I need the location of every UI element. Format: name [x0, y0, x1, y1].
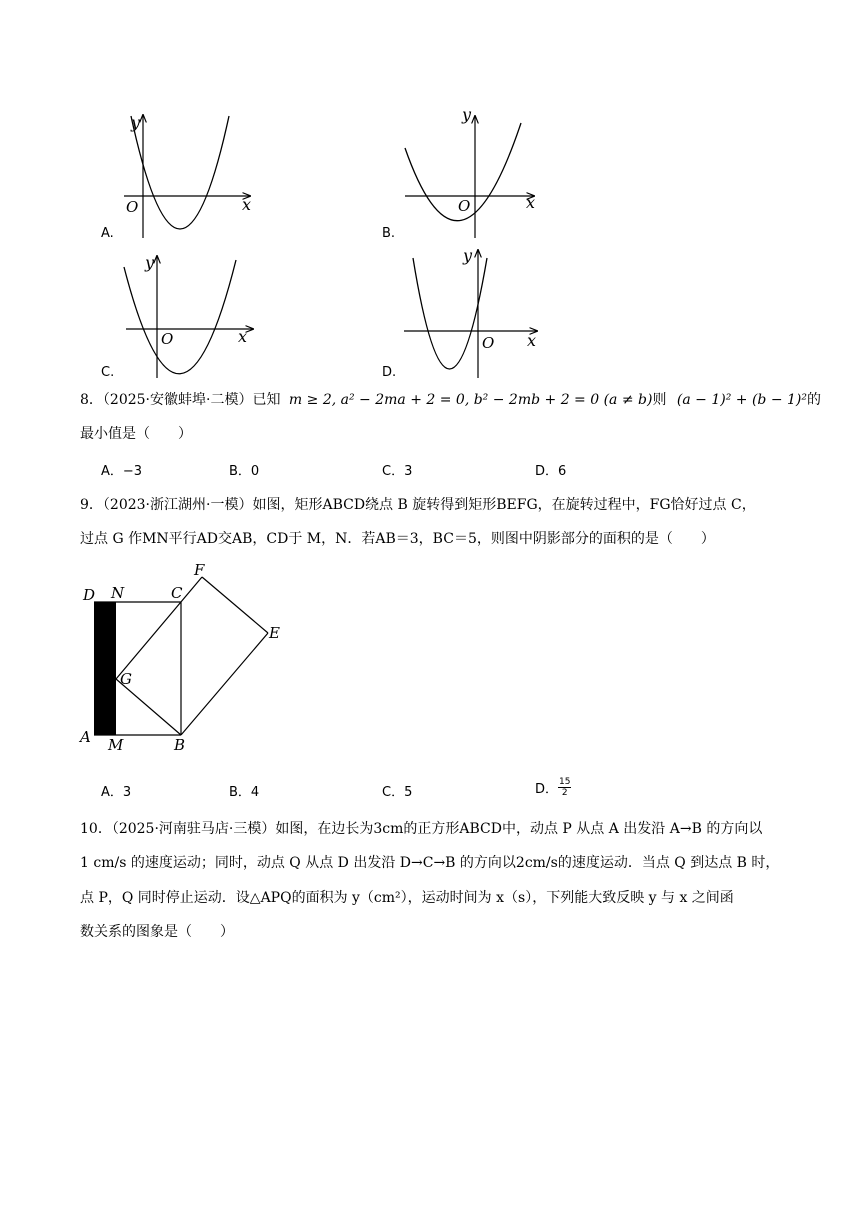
graph-a-x-label: x [242, 195, 252, 214]
q8-choice-d[interactable]: D．6 [535, 464, 567, 479]
q9-point-a: A [80, 728, 91, 746]
q8-choice-a[interactable]: A．−3 [101, 464, 143, 479]
graph-a-origin: O [126, 198, 139, 216]
q9-point-m: M [108, 736, 124, 754]
graph-d-y-label: y [463, 246, 473, 265]
q9-point-g: G [120, 670, 132, 688]
q9-choice-d[interactable]: D． $\frac{15}{2}$ [535, 777, 571, 798]
q9-choice-a[interactable]: A．3 [101, 785, 132, 800]
graph-d-parabola [413, 258, 487, 369]
graph-c-parabola [124, 260, 236, 374]
q10-stem-line4: 数关系的图象是（ ） [80, 924, 234, 940]
q9-stem-line1: 9．（2023·浙江湖州·一模）如图，矩形ABCD绕点 B 旋转得到矩形BEFG，在旋转过程中，FG恰好过点 C， [80, 497, 756, 513]
q8-number: 8． [80, 392, 103, 408]
graph-b-origin: O [458, 197, 471, 215]
q7-graphs [0, 0, 868, 390]
graph-b [405, 105, 535, 238]
graph-b-option-label[interactable]: B. [382, 226, 396, 241]
graph-d-origin: O [482, 334, 495, 352]
q9-point-b: B [174, 736, 186, 754]
q8-stem-post: 的 [807, 392, 822, 408]
q9-point-e: E [269, 624, 280, 642]
q8-source: （2025·安徽蚌埠·二模） [102, 392, 253, 408]
q9-segment-eb [181, 633, 268, 735]
graph-a-y-label: y [131, 113, 141, 132]
graph-c-y-label: y [145, 253, 155, 272]
graph-a [124, 113, 251, 238]
q8-stem-pre: 已知 [252, 392, 281, 408]
q9-point-f: F [194, 561, 205, 579]
q8-choice-c[interactable]: C．3 [382, 464, 413, 479]
q9-segment-fe [202, 577, 268, 633]
q9-choice-b[interactable]: B．4 [229, 785, 260, 800]
graph-b-x-label: x [526, 193, 536, 212]
q10-stem-line2: 1 cm/s 的速度运动；同时，动点 Q 从点 D 出发沿 D→C→B 的方向以2cm/s的速度运动．当点 Q 到达点 B 时， [80, 855, 780, 871]
graph-c-x-label: x [238, 327, 248, 346]
q8-choice-b[interactable]: B．0 [229, 464, 260, 479]
graph-c-option-label[interactable]: C. [101, 365, 115, 380]
graph-d [404, 246, 537, 378]
q10-stem-line3: 点 P，Q 同时停止运动．设△APQ的面积为 y（cm²），运动时间为 x（s），下列能大致反映 y 与 x 之间函 [80, 890, 734, 906]
q8-condition: m ≥ 2, a² − 2ma + 2 = 0, b² − 2mb + 2 = 0 (a ≠ b) [288, 392, 653, 408]
q9-point-d: D [83, 586, 96, 604]
q9-segment-gf [116, 577, 202, 679]
q8-stem-mid: 则 [652, 392, 667, 408]
q8-stem-line1 [80, 390, 821, 410]
graph-d-option-label[interactable]: D. [382, 365, 397, 380]
q10-stem-line1: 10．（2025·河南驻马店·三模）如图，在边长为3cm的正方形ABCD中，动点 P 从点 A 出发沿 A→B 的方向以 [80, 821, 763, 837]
graph-c [124, 253, 253, 378]
q9-choice-d-fraction: $\frac{15}{2}$ [559, 777, 571, 798]
graph-d-x-label: x [527, 331, 537, 350]
q8-stem-line2: 最小值是（ ） [80, 426, 192, 442]
q9-figure [70, 555, 300, 760]
q9-choice-c[interactable]: C．5 [382, 785, 413, 800]
q9-point-c: C [171, 584, 183, 602]
q8-expression: (a − 1)² + (b − 1)² [676, 392, 808, 408]
graph-c-origin: O [161, 330, 174, 348]
graph-b-y-label: y [462, 105, 472, 124]
graph-a-option-label[interactable]: A. [101, 226, 114, 241]
q9-stem-line2: 过点 G 作MN平行AD交AB，CD于 M，N．若AB＝3，BC＝5，则图中阴影部分的面积的是（ ） [80, 531, 715, 547]
q9-point-n: N [111, 584, 125, 602]
graph-a-parabola [131, 116, 229, 229]
q9-shaded-region [94, 602, 116, 735]
